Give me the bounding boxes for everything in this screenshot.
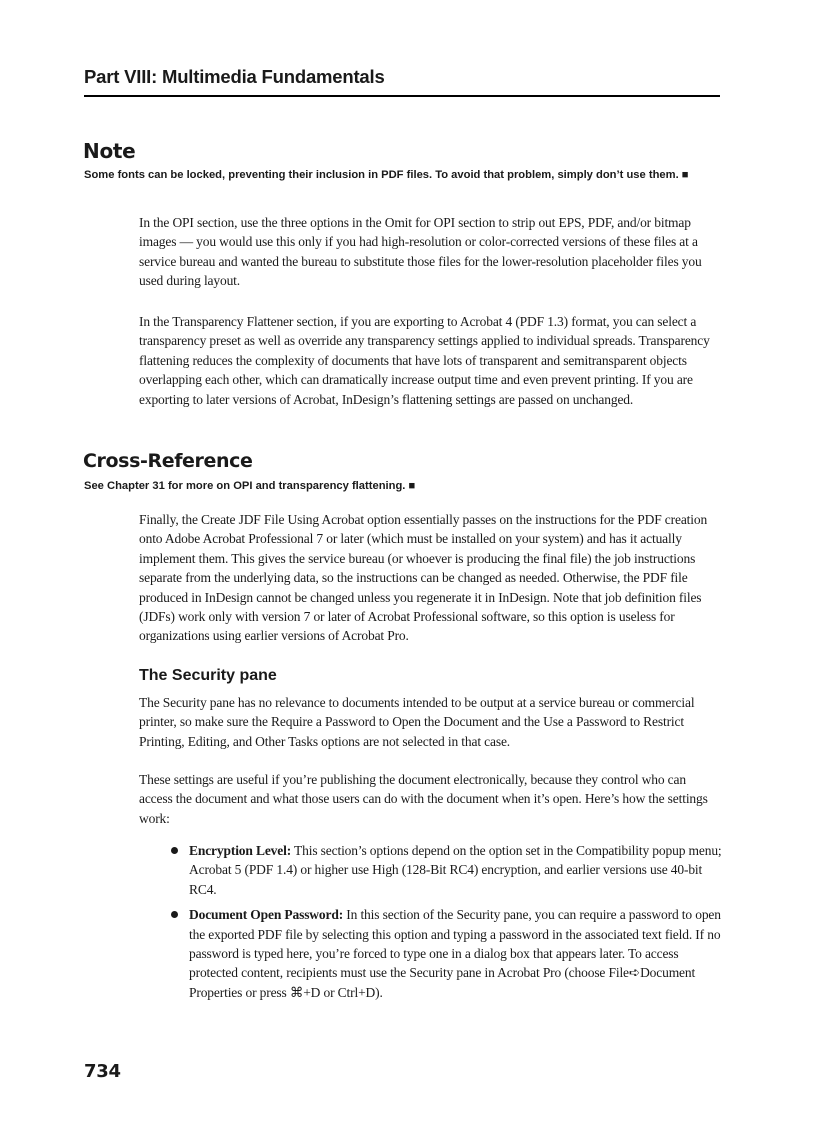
bullet-text: This section’s options depend on the option set in the Compatibility popup menu; Acrobat 5 (PDF 1.4) or higher use High (128-Bit RC4) encryption, and earlier versions use 40-bit RC4.	[189, 843, 722, 897]
paragraph-transparency: In the Transparency Flattener section, if you are exporting to Acrobat 4 (PDF 1.3) format, you can select a transparency preset as well as override any transparency settings applied to individual spreads. Transparency flattening reduces the complexity of documents that have lots of transparent and semitransparent objects overlapping each other, which can dramatically increase output time and even prevent printing. If you are exporting to later versions of Acrobat, InDesign’s flattening settings are passed on unchanged.	[139, 314, 710, 407]
running-header: Part VIII: Multimedia Fundamentals	[84, 66, 720, 97]
cross-reference-title: Cross-Reference	[83, 450, 253, 472]
paragraph-settings-intro: These settings are useful if you’re publishing the document electronically, because they control who can access the document and what those users can do with the document when it’s open. Here’s how the settings work:	[139, 772, 708, 826]
paragraph-opi: In the OPI section, use the three options in the Omit for OPI section to strip out EPS, PDF, and/or bitmap images — you would use this only if you had high-resolution or color-corrected versions of these files at a service bureau and wanted the bureau to substitute those files for the lower-resolution placeholder files you used during layout.	[139, 215, 702, 289]
paragraph-jdf: Finally, the Create JDF File Using Acrobat option essentially passes on the instructions for the PDF creation onto Adobe Acrobat Professional 7 or later (which must be installed on your system) and has it actually implement them. This gives the service bureau (or whoever is producing the final file) the job instructions separate from the underlying data, so the instructions can be changed as needed. Otherwise, the PDF file produced in InDesign cannot be changed unless you regenerate it in InDesign. Note that job definition files (JDFs) work only with version 7 or later of Acrobat Professional software, so this option is useless for organizations using earlier versions of Acrobat Pro.	[139, 512, 708, 644]
settings-bullet-list	[160, 841, 723, 1008]
note-body: Some fonts can be locked, preventing their inclusion in PDF files. To avoid that problem, simply don’t use them. ■	[84, 169, 689, 181]
cross-reference-body: See Chapter 31 for more on OPI and transparency flattening. ■	[84, 480, 416, 492]
bullet-term: Encryption Level:	[189, 843, 292, 858]
page-number: 734	[84, 1061, 121, 1082]
bullet-document-open-password	[160, 905, 723, 1002]
paragraph-security-intro: The Security pane has no relevance to documents intended to be output at a service bureau or commercial printer, so make sure the Require a Password to Open the Document and the Use a Password to Restrict Printing, Editing, and Other Tasks options are not selected in that case.	[139, 695, 695, 749]
note-title: Note	[83, 139, 136, 163]
bullet-text: In this section of the Security pane, you can require a password to open the exported PDF file by selecting this option and typing a password in the associated text field. If no password is typed here, you’re forced to type one in a dialog box that appears later. To access protected content, recipients must use the Security pane in Acrobat Pro (choose File➪Document Properties or press ⌘+D or Ctrl+D).	[189, 907, 721, 1000]
bullet-encryption-level	[160, 841, 723, 899]
security-pane-heading: The Security pane	[139, 667, 277, 684]
bullet-term: Document Open Password:	[189, 907, 344, 923]
